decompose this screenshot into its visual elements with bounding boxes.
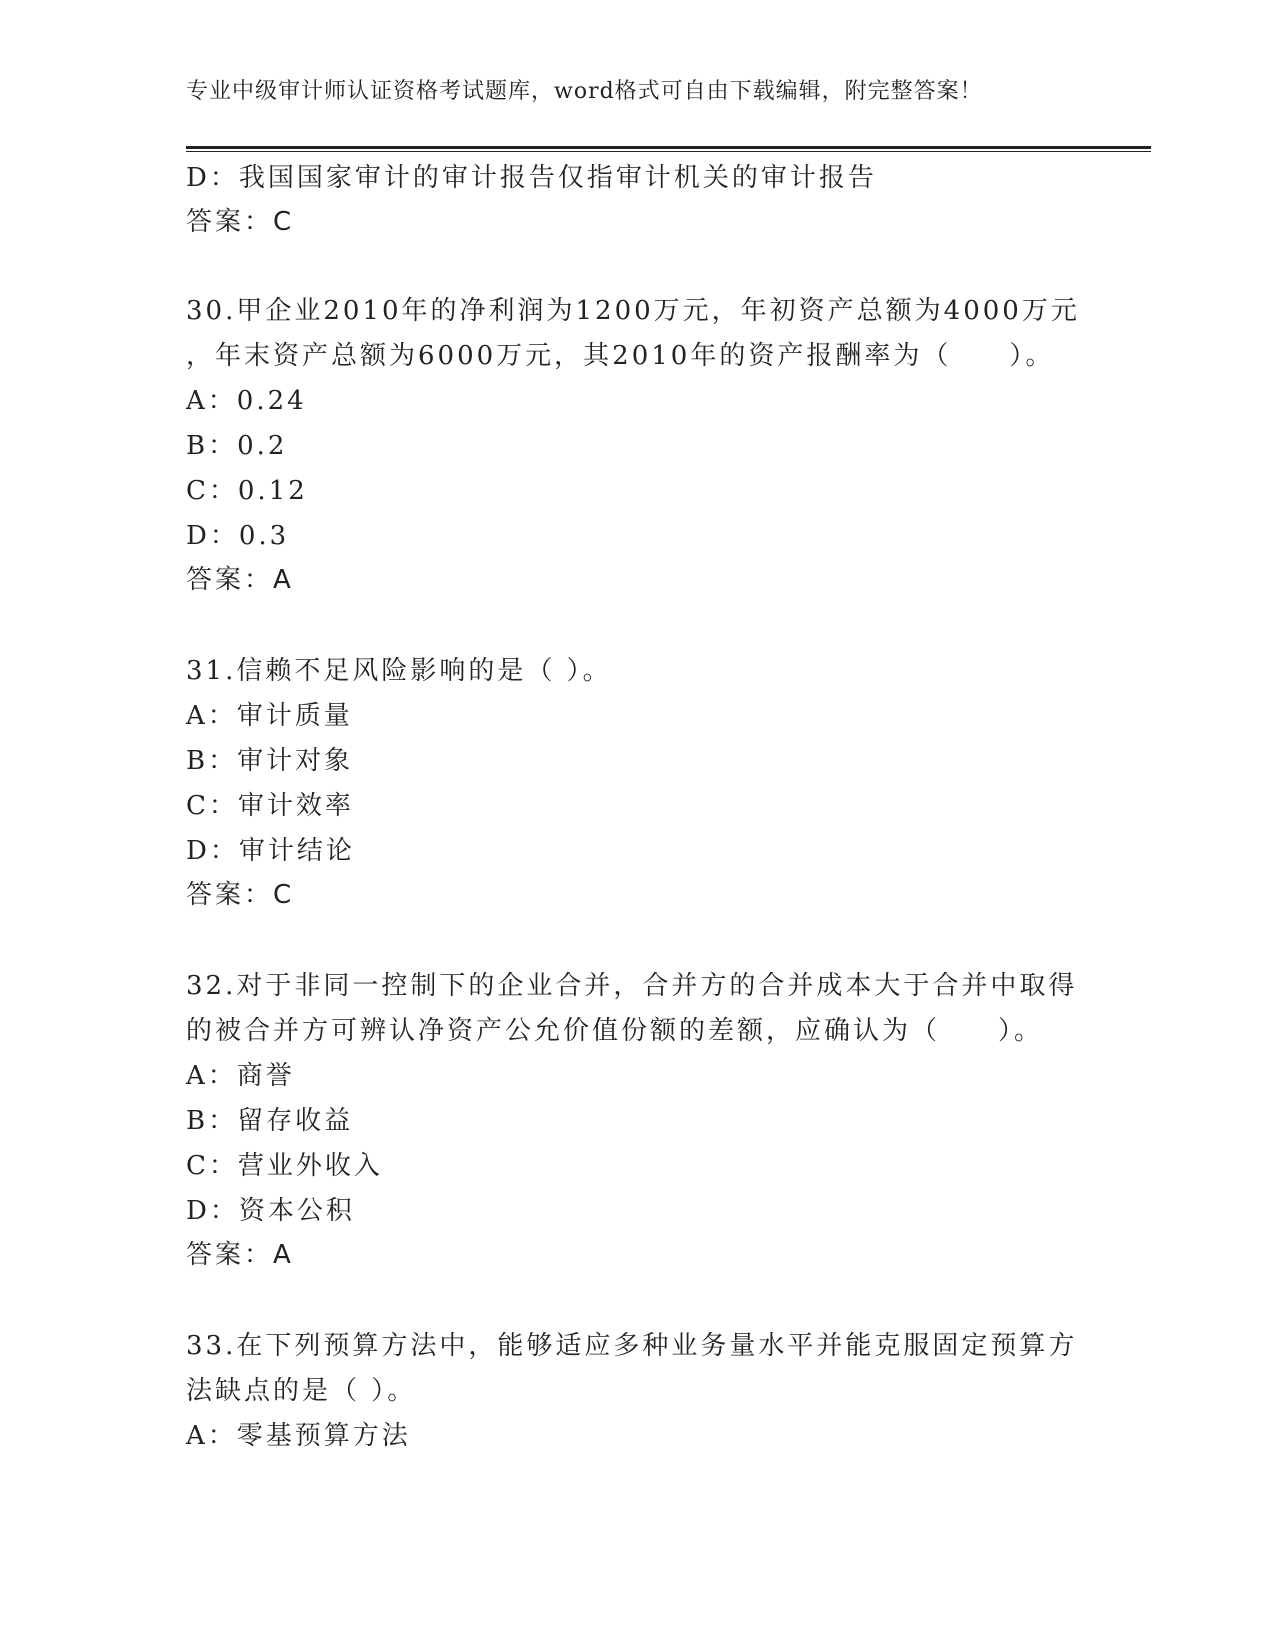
answer-31: 答案：C (186, 880, 295, 910)
option-33-a: A：零基预算方法 (186, 1421, 411, 1451)
page-header: 专业中级审计师认证资格考试题库，word格式可自由下载编辑，附完整答案！ (186, 79, 983, 104)
option-30-a: A：0.24 (186, 386, 307, 416)
question-33-line-2: 法缺点的是（ ）。 (186, 1376, 417, 1406)
option-30-b: B：0.2 (186, 431, 288, 461)
option-31-c: C：审计效率 (186, 791, 354, 821)
option-29-d: D：我国国家审计的审计报告仅指审计机关的审计报告 (186, 163, 877, 193)
answer-29: 答案：C (186, 207, 295, 237)
question-32-line-1: 32.对于非同一控制下的企业合并，合并方的合并成本大于合并中取得 (186, 971, 1078, 1001)
question-30-line-2: ，年末资产总额为6000万元，其2010年的资产报酬率为（ ）。 (186, 341, 1055, 371)
option-30-c: C：0.12 (186, 476, 308, 506)
option-32-c: C：营业外收入 (186, 1151, 383, 1181)
question-33-line-1: 33.在下列预算方法中，能够适应多种业务量水平并能克服固定预算方 (186, 1331, 1078, 1361)
option-31-d: D：审计结论 (186, 836, 355, 866)
option-32-a: A：商誉 (186, 1061, 295, 1091)
option-32-b: B：留存收益 (186, 1106, 354, 1136)
question-32-line-2: 的被合并方可辨认净资产公允价值份额的差额，应确认为（ ）。 (186, 1016, 1044, 1046)
header-rule-thick (186, 146, 1151, 149)
answer-30: 答案：A (186, 565, 294, 595)
answer-32: 答案：A (186, 1240, 294, 1270)
question-31: 31.信赖不足风险影响的是（ ）。 (186, 656, 612, 686)
header-rule-thin (186, 151, 1151, 152)
question-30-line-1: 30.甲企业2010年的净利润为1200万元，年初资产总额为4000万元 (186, 296, 1080, 326)
option-31-a: A：审计质量 (186, 701, 353, 731)
option-32-d: D：资本公积 (186, 1196, 355, 1226)
option-30-d: D：0.3 (186, 521, 290, 551)
option-31-b: B：审计对象 (186, 746, 354, 776)
